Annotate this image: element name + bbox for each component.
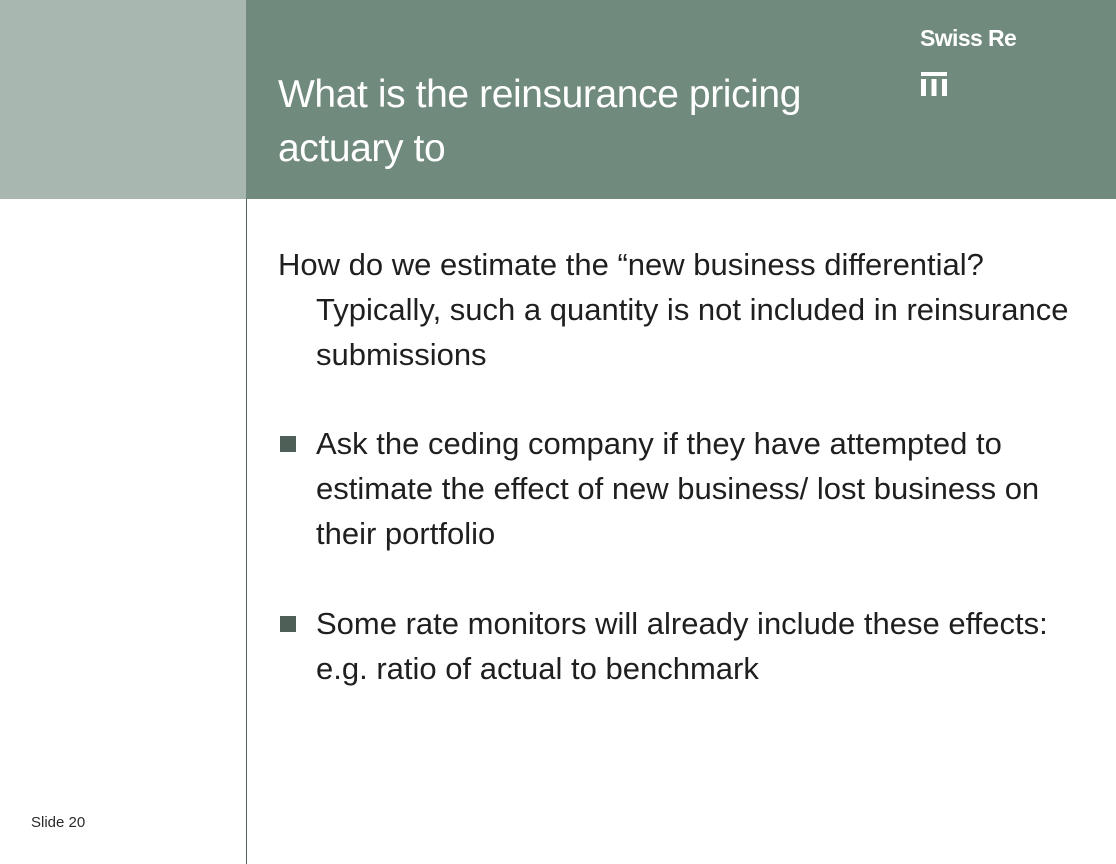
square-bullet-icon [280, 616, 296, 632]
swiss-re-logo-icon [921, 72, 947, 96]
bullet-text: Some rate monitors will already include these effects: e.g. ratio of actual to benchmark [316, 606, 1048, 686]
left-header-panel [0, 0, 246, 199]
square-bullet-icon [280, 436, 296, 452]
bullet-text: Ask the ceding company if they have attempted to estimate the effect of new business/ lost business on their portfolio [316, 426, 1040, 551]
slide-content [278, 242, 1093, 736]
bullet-item [278, 421, 1093, 556]
intro-paragraph: How do we estimate the “new business differential? Typically, such a quantity is not included in reinsurance submissions [278, 247, 1069, 372]
vertical-divider [246, 199, 247, 864]
brand-name: Swiss Re [920, 25, 1017, 51]
slide-number: Slide 20 [31, 814, 86, 831]
slide-title: What is the reinsurance pricing actuary to [278, 73, 802, 170]
bullet-item [278, 601, 1093, 691]
